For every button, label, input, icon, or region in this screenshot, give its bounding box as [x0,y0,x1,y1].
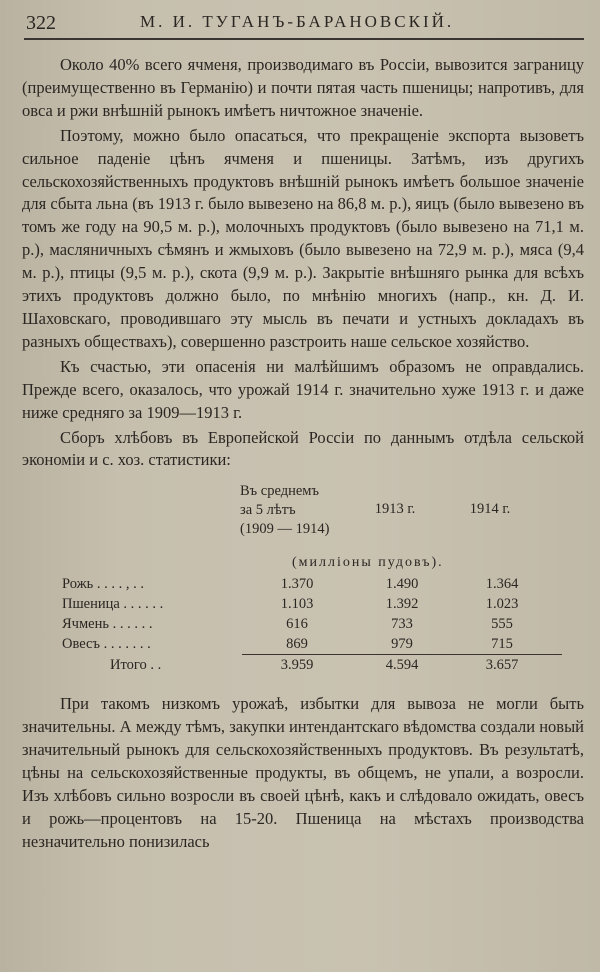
table-header [62,482,552,552]
cell-1914: 555 [491,616,513,633]
column-header-1914: 1914 г. [469,501,511,518]
column-header-average: Въ среднемъ за 5 лѣтъ (1909 — 1914) [240,483,330,538]
total-rule [242,654,562,655]
column-header-1913: 1913 г. [374,501,416,518]
cell-1914: 3.657 [485,657,519,674]
row-label: Ячмень . . . . . . [62,616,153,633]
cell-1913: 1.490 [385,576,419,593]
table-row [62,634,552,654]
cell-1913: 4.594 [385,657,419,674]
cell-average: 3.959 [280,657,314,674]
row-label: Рожь . . . . , . . [62,576,144,593]
table-row [62,594,552,614]
cell-average: 869 [286,636,308,653]
cell-average: 1.103 [280,596,314,613]
cell-average: 616 [286,616,308,633]
cell-1913: 1.392 [385,596,419,613]
header-rule [24,38,584,40]
row-label: Итого . . [110,657,162,674]
page-number: 322 [26,12,56,34]
cell-1914: 1.364 [485,576,519,593]
cell-1914: 715 [491,636,513,653]
table-row [62,614,552,634]
cell-average: 1.370 [280,576,314,593]
row-label: Пшеница . . . . . . [62,596,164,613]
paragraph: Къ счастью, эти опасенія ни малѣйшимъ образомъ не оправдались. Прежде всего, оказалось, что урожай 1914 г. значительно хуже 1913 г. и даже ниже средняго за 1909—1913 г. [22,356,584,422]
paragraph: Сборъ хлѣбовъ въ Европейской Россіи по даннымъ отдѣла сельской экономіи и с. хоз. статистики: [22,427,584,470]
running-head: М. И. ТУГАНЪ-БАРАНОВСКІЙ. [140,12,455,31]
table-row [62,574,552,594]
harvest-table [62,482,552,675]
page-body [22,54,584,854]
cell-1914: 1.023 [485,596,519,613]
page-header [0,0,600,40]
table-units: (милліоны пудовъ). [292,555,444,571]
paragraph: Поэтому, можно было опасаться, что прекращеніе экспорта вызоветъ сильное паденіе цѣнъ ячменя и пшеницы. Затѣмъ, изъ другихъ сельскохозяйственныхъ продуктовъ внѣшній рынокъ имѣетъ большое значеніе для сбыта льна (въ 1913 г. было вывезено на 86,8 м. р.), яицъ (было вывезено въ томъ же году на 90,5 м. р.), молочныхъ продуктовъ (было вывезено на 71,1 м. р.), масляничныхъ сѣмянъ и жмыховъ (было вывезено на 72,9 м. р.), мяса (9,4 м. р.), птицы (9,5 м. р.), скота (9,9 м. р.). Закрытіе внѣшняго рынка для всѣхъ этихъ продуктовъ должно было, по мнѣнію многихъ (напр., кн. Д. И. Шаховскаго, проводившаго эту мысль въ печати и устныхъ докладахъ въ разныхъ обществахъ), совершенно разстроить наше сельское хозяйство. [22,125,584,351]
paragraph: Около 40% всего ячменя, производимаго въ Россіи, вывозится заграницу (преимущественно въ Германію) и почти пятая часть пшеницы; напротивъ, для овса и ржи внѣшній рынокъ имѣетъ ничтожное значеніе. [22,55,584,120]
cell-1913: 733 [391,616,413,633]
paragraph: При такомъ низкомъ урожаѣ, избытки для вывоза не могли быть значительны. А между тѣмъ, закупки интендантскаго вѣдомства создали новый значительный рынокъ для сельскохозяйственныхъ продуктовъ. Въ результатѣ, цѣны на сельскохозяйственные продукты, въ общемъ, не упали, а возросли. Изъ хлѣбовъ сильно возросли въ своей цѣнѣ, какъ и слѣдовало ожидать, овесъ и рожь—процентовъ на 15-20. Пшеница на мѣстахъ производства незначительно понизилась [22,694,584,851]
cell-1913: 979 [391,636,413,653]
table-row-total [62,655,552,675]
row-label: Овесъ . . . . . . . [62,636,151,653]
